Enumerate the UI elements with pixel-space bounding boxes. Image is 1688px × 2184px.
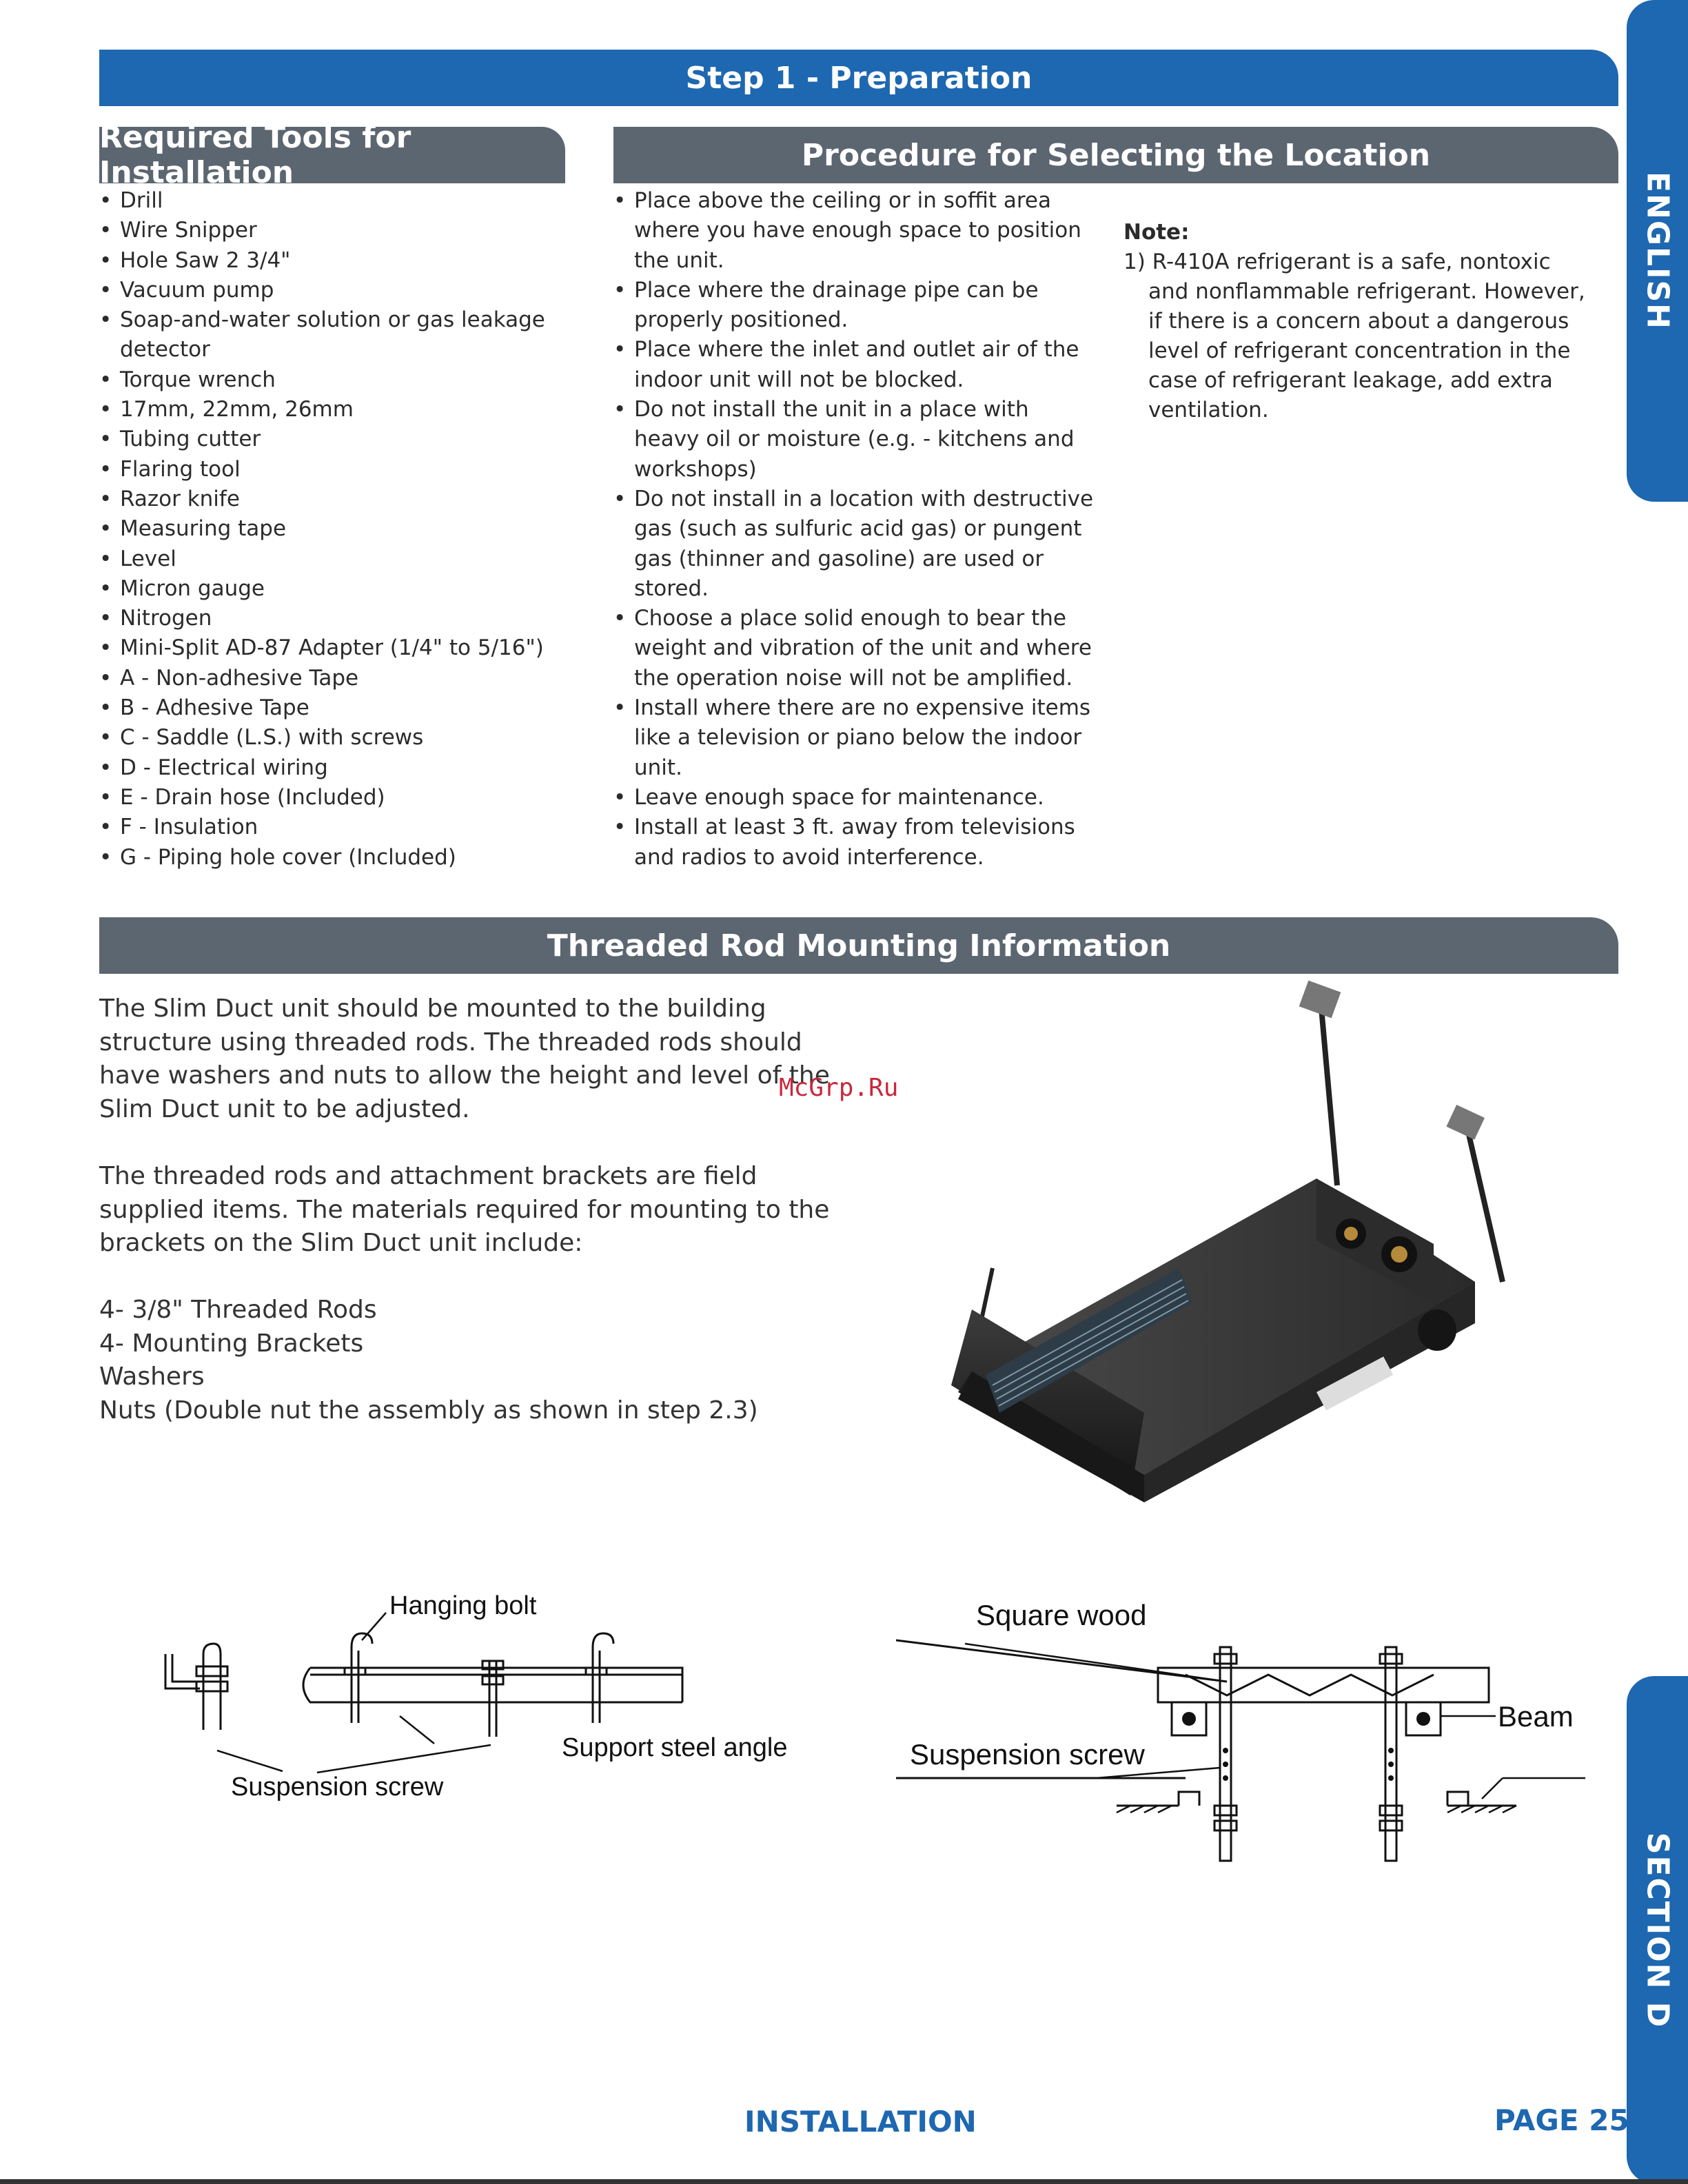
procedure-item: • Leave enough space for maintenance. <box>613 783 1096 813</box>
tool-item: • Nitrogen <box>99 604 575 633</box>
material-item: Nuts (Double nut the assembly as shown in step 2.3) <box>99 1396 758 1425</box>
section-tab <box>1627 1676 1688 2184</box>
procedure-title: Procedure for Selecting the Location <box>801 137 1431 173</box>
tool-item: • E - Drain hose (Included) <box>99 783 575 813</box>
tool-item: • Razor knife <box>99 484 575 514</box>
watermark: McGrp.Ru <box>779 1074 899 1102</box>
tool-item: • Soap-and-water solution or gas leakage detector <box>99 305 575 365</box>
procedure-item: • Do not install the unit in a place with heavy oil or moisture (e.g. - kitchens and workshops) <box>613 395 1096 484</box>
section-tab-label: SECTION D <box>1640 1832 1675 2028</box>
tools-list <box>99 186 575 872</box>
threaded-para2: The threaded rods and attachment brackets are field supplied items. The materials required for mounting to the brackets on the Slim Duct unit include: <box>99 1161 830 1258</box>
language-tab-label: ENGLISH <box>1640 172 1675 330</box>
tool-item: • Hole Saw 2 3/4" <box>99 246 575 276</box>
tool-item: • Vacuum pump <box>99 276 575 305</box>
procedure-item: • Place where the inlet and outlet air of the indoor unit will not be blocked. <box>613 335 1096 395</box>
support-angle-label: Support steel angle <box>562 1733 788 1762</box>
square-wood-label: Square wood <box>976 1599 1147 1631</box>
tool-item: • Measuring tape <box>99 514 575 544</box>
suspension-screw-label-left: Suspension screw <box>231 1773 444 1802</box>
square-wood-diagram <box>896 1578 1613 1868</box>
tool-item: • A - Non-adhesive Tape <box>99 664 575 693</box>
procedure-item: • Install where there are no expensive items like a television or piano below the indoor unit. <box>613 693 1096 783</box>
procedure-list <box>613 186 1096 872</box>
note-text: 1) R-410A refrigerant is a safe, nontoxic and nonflammable refrigerant. However, if there is a concern about a dangerous level of refrigerant concentration in the case of refrigerant leakage, add extra ventilation. <box>1123 249 1585 422</box>
procedure-item: • Choose a place solid enough to bear the weight and vibration of the unit and where the operation noise will not be amplified. <box>613 604 1096 693</box>
tool-item: • Mini-Split AD-87 Adapter (1/4" to 5/16") <box>99 633 575 663</box>
procedure-item: • Place where the drainage pipe can be properly positioned. <box>613 276 1096 336</box>
tool-item: • Micron gauge <box>99 574 575 604</box>
tool-item: • B - Adhesive Tape <box>99 693 575 723</box>
tool-item: • Wire Snipper <box>99 216 575 245</box>
hanging-bolt-diagram <box>152 1585 813 1819</box>
hanging-bolt-label: Hanging bolt <box>389 1591 537 1620</box>
tool-item: • D - Electrical wiring <box>99 753 575 783</box>
note-label: Note: <box>1123 220 1190 245</box>
threaded-text <box>99 992 844 1428</box>
beam-label: Beam <box>1498 1700 1574 1733</box>
tool-item: • Flaring tool <box>99 455 575 484</box>
material-item: 4- Mounting Brackets <box>99 1329 364 1358</box>
material-item: Washers <box>99 1363 205 1391</box>
tool-item: • G - Piping hole cover (Included) <box>99 843 575 872</box>
tools-title: Required Tools for Installation <box>99 120 411 190</box>
tool-item: • 17mm, 22mm, 26mm <box>99 395 575 425</box>
tool-item: • Torque wrench <box>99 365 575 395</box>
step-banner <box>99 50 1618 106</box>
tool-item: • Tubing cutter <box>99 425 575 454</box>
footer-section: INSTALLATION <box>744 2105 977 2139</box>
footer-page: PAGE 25 <box>1494 2103 1629 2137</box>
procedure-item: • Do not install in a location with destructive gas (such as sulfuric acid gas) or pungent gas (thinner and gasoline) are used or stored. <box>613 484 1096 604</box>
tool-item: • Level <box>99 544 575 574</box>
threaded-heading <box>99 917 1618 974</box>
threaded-para1: The Slim Duct unit should be mounted to the building structure using threaded rods. The threaded rods should have washers and nuts to allow the height and level of the Slim Duct unit to be adjusted. <box>99 994 830 1124</box>
tool-item: • F - Insulation <box>99 813 575 842</box>
tools-heading <box>99 120 565 190</box>
suspension-screw-label-right: Suspension screw <box>910 1738 1145 1770</box>
material-item: 4- 3/8" Threaded Rods <box>99 1295 377 1324</box>
procedure-item: • Install at least 3 ft. away from televisions and radios to avoid interference. <box>613 813 1096 872</box>
procedure-heading <box>613 127 1618 183</box>
slim-duct-unit-image <box>931 979 1565 1516</box>
tool-item: • C - Saddle (L.S.) with screws <box>99 723 575 753</box>
tool-item: • Drill <box>99 186 575 216</box>
threaded-title: Threaded Rod Mounting Information <box>547 928 1171 963</box>
procedure-item: • Place above the ceiling or in soffit area where you have enough space to position the unit. <box>613 186 1096 276</box>
step-title: Step 1 - Preparation <box>685 60 1033 96</box>
bottom-rule <box>0 2179 1688 2184</box>
note-block <box>1123 218 1592 425</box>
materials-list <box>99 1294 844 1428</box>
language-tab <box>1627 0 1688 502</box>
